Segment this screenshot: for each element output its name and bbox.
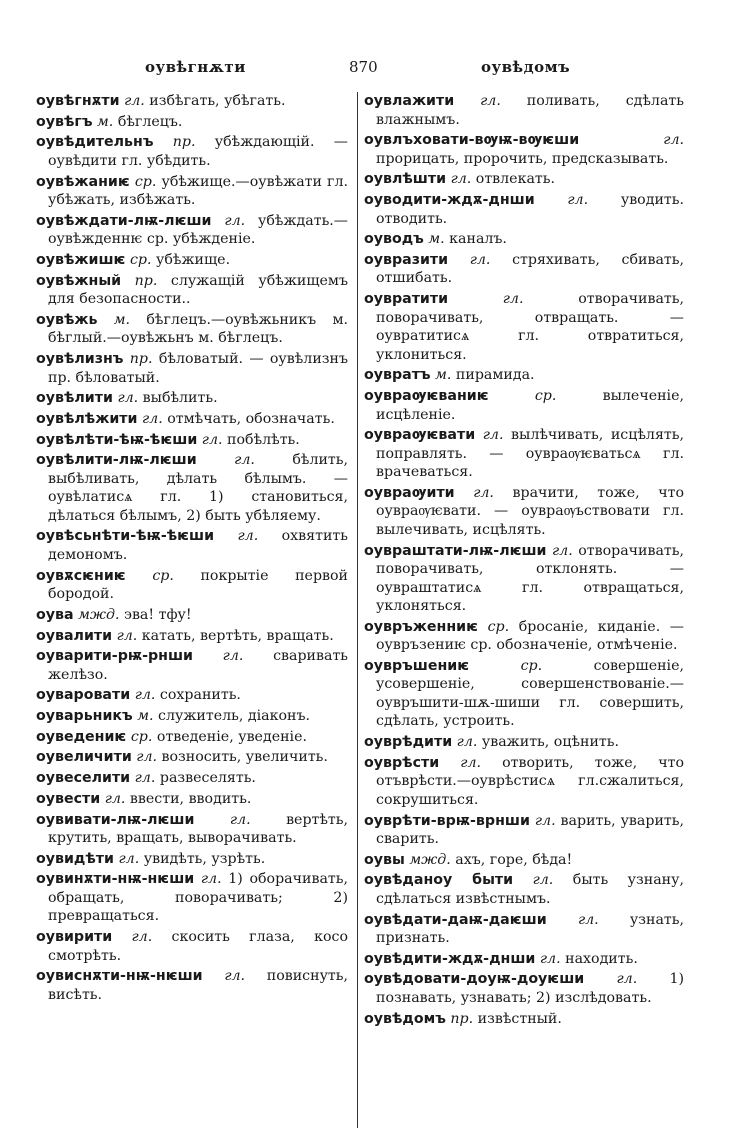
dictionary-entry [364,657,684,731]
entry-headword: оувѣдомъ [364,1010,446,1027]
dictionary-entry [36,173,348,210]
entry-part-of-speech: гл. [532,872,554,889]
entry-part-of-speech: гл. [534,812,556,829]
entry-definition: повиснуть, висѣть. [48,968,349,1003]
dictionary-entry [36,627,348,646]
entry-part-of-speech: м. [137,708,154,725]
entry-headword: оувинѫти-нѭ-нѥши [36,871,195,888]
entry-definition: отворачивать, поворачивать, отклонять. — оувраштатисѧ гл. отвращаться, уклоняться. [376,542,685,615]
entry-headword: оувлъховати-вѹѭ-вѹѥши [364,132,580,149]
dictionary-entry [364,290,684,364]
entry-headword: оувѣжный [36,272,122,289]
entry-definition: варить, уварить, сварить. [376,812,684,847]
entry-headword: оувѣсьнѣти-ѣѭ-ѣѥши [36,528,215,545]
entry-headword: оувѣдовати-доуѭ-доуѥши [364,971,585,988]
entry-part-of-speech: гл. [480,93,501,109]
entry-part-of-speech: гл. [116,627,138,644]
entry-definition: 1) оборачивать, обращать, поворачивать; 2) превращаться. [48,871,348,925]
entry-headword: оувратити [364,291,449,308]
dictionary-entry [36,967,348,1004]
entry-part-of-speech: гл. [469,251,491,268]
dictionary-entry [364,426,684,482]
entry-definition: бросаніе, киданіе. — оувръзениѥ ср. обозначеніе, отмѣченіе. [376,618,684,654]
entry-headword: оувѫсѥниѥ [36,567,126,584]
entry-definition: развеселять. [159,770,256,787]
entry-definition: ввести, вводить. [129,790,252,807]
dictionary-entry [36,647,348,684]
entry-part-of-speech: пр. [450,1010,474,1027]
dictionary-entry [36,113,348,132]
entry-definition: катать, вертѣть, вращать. [141,627,334,644]
page-number: 870 [349,58,378,76]
entry-definition: узнать, признать. [376,911,685,947]
entry-part-of-speech: гл. [201,431,223,448]
entry-headword: оуврѣсти [364,754,440,771]
entry-headword: оувръшениѥ [364,657,470,674]
running-header [0,58,731,84]
dictionary-entry [364,92,684,129]
entry-definition: скосить глаза, косо смотрѣть. [48,929,348,964]
entry-part-of-speech: ср. [152,567,174,584]
entry-headword: оувѣлѣжити [36,410,138,427]
entry-headword: оувѣлити-лѭ-лѥши [36,452,197,469]
entry-headword: оувѣдити-ждѫ-днши [364,950,536,967]
entry-headword: оувести [36,790,101,807]
entry-part-of-speech: гл. [222,648,244,665]
entry-definition: бѣглецъ.—оувѣжьникъ м. бѣглый.—оувѣжьнъ м. бѣглецъ. [48,311,348,347]
entry-part-of-speech: ср. [487,618,510,635]
entry-definition: вылеченіе, исцѣленіе. [376,388,685,423]
entry-headword: оувѣжишѥ [36,251,126,268]
dictionary-entry [364,950,684,969]
entry-headword: оувѣдати-даѭ-даѥши [364,911,547,928]
entry-part-of-speech: м. [97,113,114,130]
entry-headword: оуварьникъ [36,708,133,725]
header-left-guideword: оувѣгнѫти [145,58,246,76]
column-divider [357,92,358,1128]
dictionary-entry [364,387,684,424]
entry-definition: возносить, увеличить. [161,749,328,766]
entry-definition: бѣлить, выбѣливать, дѣлать бѣлымъ. — оувѣлатисѧ гл. 1) становиться, дѣлаться бѣлымъ, 2) быть убѣляему. [48,452,348,524]
dictionary-entry [364,1010,684,1029]
dictionary-entry [36,928,348,965]
dictionary-entry [364,970,684,1007]
dictionary-entry [36,527,348,564]
entry-part-of-speech: гл. [200,871,222,888]
entry-definition: служитель, діаконъ. [158,708,310,725]
entry-part-of-speech: гл. [456,734,478,751]
entry-headword: оува [36,606,74,623]
entry-definition: отворачивать, поворачивать, отвращать. — оувратитисѧ гл. отвратиться, уклониться. [376,291,685,363]
entry-definition: побѣлѣть. [227,431,300,448]
entry-headword: оувивати-лѭ-лѥши [36,811,195,828]
entry-part-of-speech: гл. [482,427,504,444]
entry-part-of-speech: гл. [104,790,126,807]
entry-definition: бѣловатый. — оувѣлизнъ пр. бѣловатый. [48,351,348,386]
entry-definition: увидѣть, узрѣть. [143,850,266,867]
dictionary-entry [364,851,684,870]
entry-part-of-speech: гл. [616,971,638,988]
entry-definition: сохранить. [159,687,241,704]
entry-definition: вертѣть, крутить, вращать, выворачивать. [48,811,349,846]
entry-definition: отмѣчать, обозначать. [167,410,335,427]
entry-part-of-speech: гл. [124,93,145,109]
entry-headword: оувѣлѣти-ѣѭ-ѣѥши [36,431,198,448]
entry-headword: оувраѹити [364,484,455,501]
entry-part-of-speech: гл. [134,687,156,704]
entry-headword: оувратъ [364,367,431,384]
entry-definition: убѣждать.— оувѣжденнѥ ср. убѣжденіе. [48,212,348,248]
entry-definition: уважить, оцѣнить. [481,734,619,751]
dictionary-entry [364,812,684,849]
entry-part-of-speech: гл. [117,390,139,407]
entry-headword: оуведениѥ [36,728,127,745]
entry-headword: оувѣжь [36,311,98,328]
entry-headword: оувы [364,851,405,868]
entry-part-of-speech: гл. [229,811,251,828]
entry-headword: оувеселити [36,770,131,787]
entry-definition: убѣжище. [156,251,231,268]
dictionary-entry [364,754,684,810]
dictionary-entry [36,251,348,270]
entry-headword: оувразити [364,251,449,268]
entry-definition: покрытіе первой бородой. [48,567,349,603]
entry-part-of-speech: гл. [134,770,156,787]
dictionary-entry [364,191,684,228]
entry-definition: поливать, сдѣлать влажнымъ. [376,93,684,128]
entry-part-of-speech: м. [113,311,131,328]
entry-definition: прорицать, пророчить, предсказывать. [376,150,669,167]
dictionary-entry [36,272,348,309]
dictionary-entry [36,431,348,450]
dictionary-entry [364,542,684,616]
entry-definition: совершеніе, усовершеніе, совершенствованіе.—оувръшити-шѫ-шиши гл. совершить, сдѣлать, устроить. [376,657,685,730]
entry-part-of-speech: гл. [237,528,259,545]
entry-part-of-speech: ср. [534,388,557,404]
entry-headword: оувѣдительнъ [36,134,154,151]
dictionary-entry [36,212,348,249]
entry-headword: оувлѣшти [364,171,447,188]
dictionary-entry [36,451,348,525]
entry-definition: выбѣлить. [142,390,218,407]
dictionary-entry [36,311,348,348]
entry-definition: стряхивать, сбивать, отшибать. [376,251,684,287]
dictionary-entry [364,733,684,752]
entry-part-of-speech: ср. [129,251,152,268]
entry-headword: оувлажити [364,93,455,109]
dictionary-entry [364,251,684,288]
entry-part-of-speech: гл. [118,850,140,867]
entry-part-of-speech: гл. [141,410,163,427]
dictionary-entry [36,686,348,705]
entry-headword: оувраѹѥвати [364,427,476,444]
left-column [36,92,348,1006]
dictionary-entry [36,92,348,111]
entry-part-of-speech: гл. [136,749,158,766]
entry-headword: оувалити [36,627,113,644]
dictionary-entry [364,131,684,168]
entry-part-of-speech: гл. [663,132,684,149]
entry-headword: оувеличити [36,749,132,766]
dictionary-entry [36,410,348,429]
entry-definition: уводить. отводить. [376,192,684,227]
entry-part-of-speech: гл. [450,171,472,188]
entry-headword: оувѣгнѫти [36,93,120,109]
entry-definition: убѣжище.—оувѣжати гл. убѣжать, избѣжать. [48,173,348,209]
entry-definition: быть узнану, сдѣлаться извѣстнымъ. [376,872,684,907]
entry-part-of-speech: гл. [460,754,481,771]
entry-part-of-speech: м. [435,367,452,384]
dictionary-entry [364,484,684,540]
entry-definition: пирамида. [455,367,535,384]
entry-headword: оуваровати [36,687,131,704]
entry-part-of-speech: гл. [551,542,573,559]
entry-definition: эва! тфу! [124,606,192,623]
entry-headword: оуврѣти-врѭ-врнши [364,812,530,829]
entry-part-of-speech: гл. [502,291,524,308]
entry-definition: убѣждающій. — оувѣдити гл. убѣдить. [48,134,348,169]
entry-headword: оуварити-рѭ-рнши [36,648,193,665]
entry-definition: избѣгать, убѣгать. [149,93,286,109]
entry-part-of-speech: пр. [129,351,153,367]
entry-part-of-speech: гл. [473,484,494,501]
entry-headword: оувѣгъ [36,113,93,130]
entry-headword: оувидѣти [36,850,114,867]
dictionary-entry [36,133,348,170]
dictionary-entry [36,769,348,788]
entry-definition: извѣстный. [477,1010,562,1027]
entry-headword: оувирити [36,929,113,946]
entry-headword: оувѣлити [36,390,113,407]
entry-definition: охвятить демономъ. [48,528,348,563]
entry-headword: оувиснѫти-нѭ-нѥши [36,968,203,985]
entry-definition: находить. [565,950,638,967]
dictionary-entry [364,911,684,948]
entry-part-of-speech: гл. [131,929,153,946]
dictionary-entry [364,170,684,189]
entry-headword: оувѣданоу быти [364,872,514,889]
entry-definition: 1) познавать, узнавать; 2) изслѣдовать. [376,971,685,1006]
dictionary-entry [36,389,348,408]
entry-part-of-speech: ср. [520,657,543,674]
entry-part-of-speech: гл. [224,968,246,985]
entry-headword: оувѣжаниѥ [36,173,130,190]
entry-definition: отвлекать. [475,171,555,188]
right-column [364,92,684,1030]
entry-definition: бѣглецъ. [117,113,183,130]
entry-headword: оуврѣдити [364,734,453,751]
entry-definition: отведеніе, уведеніе. [156,728,307,745]
dictionary-entry [36,811,348,848]
entry-headword: оувраштати-лѭ-лѥши [364,542,547,559]
entry-part-of-speech: пр. [134,272,158,289]
dictionary-entry [36,567,348,604]
entry-definition: ахъ, горе, бѣда! [455,851,573,868]
dictionary-entry [36,707,348,726]
dictionary-entry [36,350,348,387]
entry-definition: врачити, тоже, что оувраѹѥвати. — оувраѹьствовати гл. вылечивать, исцѣлять. [376,484,684,538]
entry-part-of-speech: гл. [567,192,589,209]
entry-part-of-speech: ср. [134,173,157,190]
dictionary-entry [364,366,684,385]
entry-definition: каналъ. [449,231,507,248]
dictionary-entry [364,618,684,655]
entry-headword: оуводъ [364,231,424,248]
entry-part-of-speech: гл. [234,452,255,469]
dictionary-entry [36,748,348,767]
entry-definition: служащій убѣжищемъ для безопасности.. [48,272,348,308]
dictionary-entry [36,790,348,809]
entry-part-of-speech: м. [428,231,445,248]
entry-part-of-speech: мжд. [78,606,120,623]
dictionary-entry [36,606,348,625]
entry-headword: оувѣлизнъ [36,351,124,367]
dictionary-entry [364,871,684,908]
entry-part-of-speech: гл. [577,911,599,928]
dictionary-entry [36,728,348,747]
header-right-guideword: оувѣдомъ [481,58,571,76]
dictionary-entry [36,850,348,869]
entry-part-of-speech: мжд. [409,851,451,868]
dictionary-entry [36,870,348,926]
dictionary-entry [364,230,684,249]
entry-headword: оувраѹѥваниѥ [364,388,489,404]
entry-part-of-speech: ср. [130,728,153,745]
entry-definition: отворить, тоже, что отъврѣсти.—оуврѣстисѧ гл.сжалиться, сокрушиться. [376,754,685,808]
entry-definition: вылѣчивать, исцѣлять, поправлять. — оувраѹѥватьсѧ гл. врачеваться. [376,427,684,481]
entry-headword: оувръженниѥ [364,618,478,635]
entry-headword: оувoдити-ждѫ-днши [364,192,535,209]
entry-part-of-speech: пр. [172,134,196,151]
entry-headword: оувѣждати-лѭ-лѥши [36,212,212,229]
entry-part-of-speech: гл. [224,212,246,229]
entry-part-of-speech: гл. [539,950,561,967]
entry-definition: сваривать желѣзо. [48,648,349,683]
